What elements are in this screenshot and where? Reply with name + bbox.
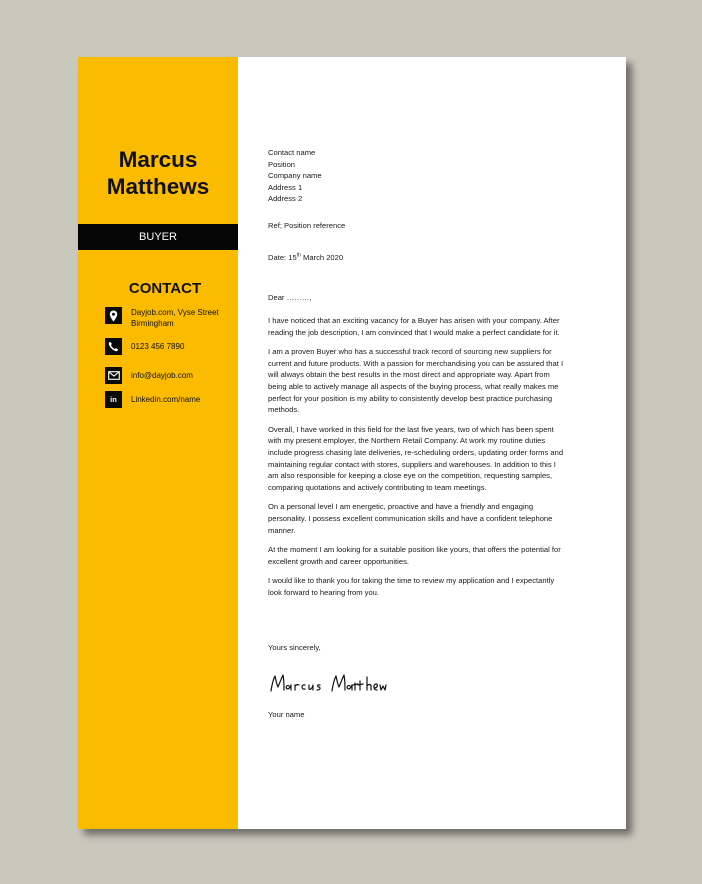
closing: Yours sincerely,: [268, 643, 321, 652]
letter-date: [268, 252, 343, 264]
address-text: [131, 307, 231, 329]
candidate-name: [78, 146, 238, 200]
role-banner: BUYER: [78, 224, 238, 250]
date-rest: March 2020: [300, 253, 344, 262]
letter-paragraphs: [268, 315, 568, 606]
salutation: Dear ………,: [268, 293, 312, 302]
recipient-line: Address 2: [268, 194, 303, 204]
handwritten-signature: [268, 669, 388, 699]
paragraph: Overall, I have worked in this field for the last five years, two of which has been spent with my present employer, the Northern Retail Company. At work my routine duties include progress chasing late deliveries, re-scheduling orders, updating order forms and maintaining regular contact with stores, suppliers and warehouses. In addition to this I am also responsible for keeping a close eye on the competition, requesting samples, comparing quotations and actively contributing to team meetings.: [268, 424, 564, 492]
location-pin-icon: [105, 307, 122, 324]
recipient-line: Contact name: [268, 148, 316, 157]
date-prefix: Date: 15: [268, 253, 297, 262]
contact-heading: CONTACT: [128, 280, 202, 297]
linkedin-link[interactable]: Linkedin.com/name: [131, 395, 201, 404]
recipient-line: Address 1: [268, 182, 303, 192]
address-line-2: Birmingham: [131, 319, 174, 328]
recipient-line: Company name: [268, 171, 322, 181]
candidate-first-name: Marcus: [118, 147, 198, 172]
cover-letter-page: [78, 57, 626, 829]
candidate-last-name: Matthews: [106, 174, 210, 199]
date-ordinal: th: [296, 252, 301, 259]
contact-phone: [105, 338, 231, 355]
paragraph: At the moment I am looking for a suitable position like yours, that offers the potential for excellent growth and career opportunities.: [268, 545, 561, 566]
email-link[interactable]: info@dayjob.com: [131, 371, 193, 380]
contact-email: [105, 367, 231, 384]
contact-address: [105, 307, 231, 329]
your-name: Your name: [268, 710, 305, 719]
paragraph: On a personal level I am energetic, proactive and have a friendly and engaging personality. I possess excellent communication skills and have a confident telephone manner.: [268, 502, 553, 535]
paragraph: I am a proven Buyer who has a successful track record of sourcing new suppliers for current and future products. With a passion for merchandising you can be assured that I will always obtain the best results in the most direct and appropriate way. Apart from being able to actively manage all aspects of the buying process, what really makes me perfect for your position is my ability to consistently develop best practice purchasing methods.: [268, 347, 564, 415]
linkedin-icon: in: [105, 391, 122, 408]
contact-linkedin: [105, 391, 231, 408]
position-reference: Ref; Position reference: [268, 221, 346, 230]
recipient-line: Position: [268, 159, 296, 169]
phone-icon: [105, 338, 122, 355]
paragraph: I have noticed that an exciting vacancy for a Buyer has arisen with your company. After reading the job description, I am convinced that I would make a perfect candidate for it.: [268, 316, 560, 337]
phone-text: 0123 456 7890: [131, 342, 185, 351]
sidebar: [78, 57, 238, 829]
email-icon: [105, 367, 122, 384]
address-line-1: Dayjob.com, Vyse Street: [131, 308, 219, 317]
paragraph: I would like to thank you for taking the time to review my application and I expectantly look forward to hearing from you.: [268, 576, 555, 597]
recipient-address: [268, 147, 322, 205]
